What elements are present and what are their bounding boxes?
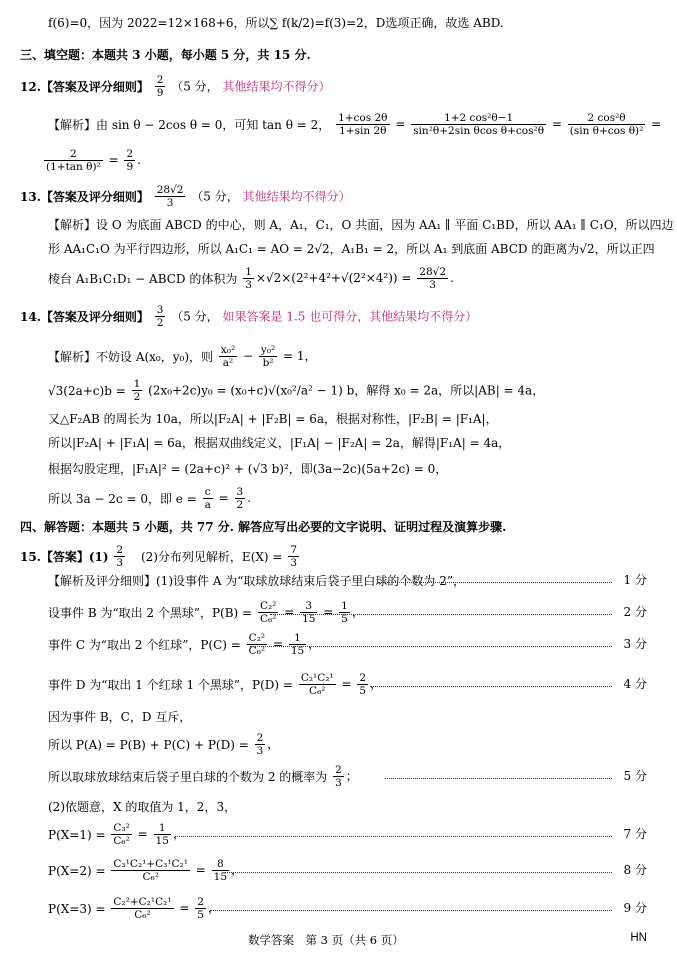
- fraction: $\frac{2}{3}$: [335, 764, 342, 789]
- text-line: 所以取球放球结束后袋子里白球的个数为 2 的概率为 $\frac{2}{3}$ ； 5 分: [48, 764, 647, 789]
- fraction: $\frac{3}{2}$: [156, 304, 164, 329]
- leader-dots: [370, 686, 612, 687]
- solution-text: 【解析】由 sin θ − 2cos θ = 0，可知 tan θ = 2，: [48, 117, 331, 132]
- solution-text: 所以取球放球结束后袋子里白球的个数为 2 的概率为: [48, 769, 328, 784]
- fraction: $\frac{2}{5}$: [197, 896, 204, 921]
- score-points: 5 分: [623, 769, 647, 783]
- fraction: $\frac{2}{3}$: [116, 544, 124, 569]
- fraction: $\frac{c}{a}$: [204, 486, 211, 511]
- section-heading: [0, 42, 677, 66]
- text-line: 棱台 A₁B₁C₁D₁ − ABCD 的体积为 $\frac{1}{3}$ ×√2×(2²+4²+√(2²×4²)) = $\frac{28√2}{3}$ .: [48, 266, 454, 291]
- leader-dots: [225, 872, 612, 873]
- text-line: [0, 212, 677, 236]
- solution-text: 设事件 B 为“取出 2 个黑球”，P(B) =: [48, 605, 253, 620]
- solution-text: 棱台 A₁B₁C₁D₁ − ABCD 的体积为: [48, 271, 238, 286]
- fraction: $\frac{2}{5}$: [359, 672, 367, 697]
- leader-dots: [270, 614, 612, 615]
- fraction: $\frac{\text{C₂²}}{\text{C₆²}}$: [259, 600, 277, 625]
- answer-text: (2)分布列见解析，E(X) =: [140, 549, 283, 564]
- q12-solution: 【解析】由 sin θ − 2cos θ = 0，可知 tan θ = 2， $\frac{1+\cos 2\theta}{1+\sin 2\theta}$ = $\frac{\text{1+2 cos²θ−1}}{\text{sin²θ+2sin θcos θ+cos²θ}}$ = $\frac{\text{2 cos²θ}}{\text{(sin θ+cos θ)²}}$ =: [48, 112, 662, 137]
- region-code: HN: [630, 932, 647, 944]
- score-points: 4 分: [623, 677, 647, 691]
- solution-text: 所以 P(A) = P(B) + P(C) + P(D) =: [48, 737, 249, 752]
- solution-text: 又△F₂AB 的周长为 10a，所以|F₂A| + |F₂B| = 6a，根据对称性，|F₂B| = |F₁A|，: [48, 411, 498, 426]
- answer-label: 15.【答案】(1): [20, 549, 109, 564]
- answer-label: 12.【答案及评分细则】: [20, 79, 149, 94]
- text-line: [0, 406, 677, 430]
- fraction: $\frac{28√2}{3}$: [419, 266, 447, 291]
- solution-text: √3(2a+c)b =: [48, 383, 126, 398]
- fraction: $\frac{1}{5}$: [341, 600, 348, 625]
- grading-note: 其他结果均不得分）: [222, 79, 331, 94]
- grading-note: 如果答案是 1.5 也可得分，其他结果均不得分）: [222, 309, 478, 324]
- solution-text: (2x₀+2c)y₀ = (x₀+c)√(x₀²/a² − 1) b，解得 x₀ = 2a，所以|AB| = 4a，: [148, 383, 545, 398]
- grading-note: 其他结果均不得分）: [242, 189, 351, 204]
- section-title: 三、填空题：本题共 3 小题，每小题 5 分，共 15 分.: [20, 47, 311, 62]
- fraction: $\frac{3}{2}$: [236, 486, 244, 511]
- page-footer: [0, 932, 677, 952]
- text-line: [0, 236, 677, 260]
- answer-label: 14.【答案及评分细则】: [20, 309, 149, 324]
- score-points: 8 分: [623, 863, 647, 877]
- section-title: 四、解答题：本题共 5 小题，共 77 分. 解答应写出必要的文字说明、证明过程及演算步骤.: [20, 519, 507, 534]
- q15-answer: [0, 544, 677, 568]
- fraction: $\frac{2}{3}$: [256, 732, 264, 757]
- leader-dots: [210, 910, 612, 911]
- text-line: [0, 430, 677, 454]
- solution-text: 事件 D 为“取出 1 个红球 1 个黑球”，P(D) =: [48, 677, 293, 692]
- score-text: （5 分，: [171, 309, 219, 324]
- text-line: 所以 3a − 2c = 0，即 e = $\frac{c}{a}$ = $\frac{3}{2}$ .: [48, 486, 252, 511]
- leader-dots: [250, 646, 612, 647]
- solution-text: 事件 C 为“取出 2 个红球”，P(C) =: [48, 637, 241, 652]
- solution-text: 【解析及评分细则】(1)设事件 A 为“取球放球结束后袋子里白球的个数为 2”，: [48, 573, 466, 588]
- solution-text: 因为事件 B，C，D 互斥，: [48, 709, 192, 724]
- q12-answer: [0, 74, 677, 98]
- solution-text: 【解析】不妨设 A(x₀，y₀)，则: [48, 349, 214, 364]
- solution-text: 【解析】设 O 为底面 ABCD 的中心，则 A，A₁，C₁，O 共面，因为 AA₁ ∥ 平面 C₁BD，所以 AA₁ ∥ C₁O，所以四边: [48, 217, 674, 232]
- solution-text: 所以 3a − 2c = 0，即 e =: [48, 491, 197, 506]
- fraction: $\frac{2}{9}$: [156, 74, 164, 99]
- fraction: $\frac{1}{15}$: [155, 822, 169, 847]
- score-points: 9 分: [623, 901, 647, 915]
- q12-solution-cont: $\frac{2}{\text{(1+tan θ)²}}$ = $\frac{2}{9}$ .: [46, 148, 141, 173]
- leader-dots: [385, 778, 612, 779]
- solution-text: 形 AA₁C₁O 为平行四边形，所以 A₁C₁ = AO = 2√2，A₁B₁ = 2，所以 A₁ 到底面 ABCD 的距离为√2，所以正四: [48, 241, 655, 256]
- solution-text: P(X=1) =: [48, 827, 106, 842]
- text-line: [0, 10, 677, 34]
- page-number: 数学答案 第 3 页（共 6 页）: [248, 933, 404, 947]
- text-line: [0, 794, 677, 818]
- text-line: 事件 D 为“取出 1 个红球 1 个黑球”，P(D) = $\frac{\text{C₂¹C₂¹}}{\text{C₆²}}$ = $\frac{2}{5}$ ， 4 分: [48, 672, 647, 697]
- text-line: 所以 P(A) = P(B) + P(C) + P(D) = $\frac{2}{3}$ ，: [48, 732, 280, 757]
- text-line: 设事件 B 为“取出 2 个黑球”，P(B) = $\frac{\text{C₂²}}{\text{C₆²}}$ = $\frac{3}{15}$ = $\frac{1}{5}$ ， 2 分: [48, 600, 647, 625]
- fraction: $\frac{1}{15}$: [290, 632, 305, 657]
- text-line: P(X=3) = $\frac{\text{C₂²+C₂¹C₂¹}}{\text{C₆²}}$ = $\frac{2}{5}$ ， 9 分: [48, 896, 647, 921]
- fraction: $\frac{\text{1+2 cos²θ−1}}{\text{sin²θ+2sin θcos θ+cos²θ}}$: [413, 112, 545, 137]
- solution-text: (2)依题意，X 的取值为 1，2，3，: [48, 799, 237, 814]
- text-line: [0, 378, 677, 402]
- leader-dots: [378, 582, 612, 583]
- fraction: $\frac{\text{C₃¹C₂¹+C₃¹C₂¹}}{\text{C₆²}}$: [113, 858, 188, 883]
- fraction: $\frac{8}{15}$: [213, 858, 228, 883]
- solution-text: 所以|F₂A| + |F₁A| = 6a，根据双曲线定义，|F₁A| − |F₂A| = 2a，解得|F₁A| = 4a，: [48, 435, 511, 450]
- solution-text: 根据勾股定理，|F₁A|² = (2a+c)² + (√3 b)²，即(3a−2c)(5a+2c) = 0，: [48, 461, 448, 476]
- score-text: （5 分，: [171, 79, 219, 94]
- score-points: 3 分: [623, 637, 647, 651]
- score-points: 7 分: [623, 827, 647, 841]
- solution-text: P(X=2) =: [48, 863, 106, 878]
- solution-text: P(X=3) =: [48, 901, 106, 916]
- formula-text: f(6)=0，因为 2022=12×168+6，所以∑ f(k/2)=f(3)=2，D选项正确，故选 ABD.: [48, 15, 504, 30]
- fraction: $\frac{\text{2 cos²θ}}{\text{(sin θ+cos θ)²}}$: [569, 112, 644, 137]
- fraction: $\frac{1+\cos 2\theta}{1+\sin 2\theta}$: [338, 112, 388, 137]
- fraction: $\frac{2}{9}$: [126, 148, 134, 173]
- fraction: $\frac{\text{C₃²}}{\text{C₆²}}$: [113, 822, 130, 847]
- fraction: $\frac{28√2}{3}$: [156, 184, 184, 209]
- fraction: $\frac{\text{C₂¹C₂¹}}{\text{C₆²}}$: [300, 672, 334, 697]
- fraction: $\frac{7}{3}$: [290, 544, 297, 569]
- text-line: [0, 704, 677, 728]
- leader-dots: [175, 836, 612, 837]
- text-line: P(X=2) = $\frac{\text{C₃¹C₂¹+C₃¹C₂¹}}{\text{C₆²}}$ = $\frac{8}{15}$ ， 8 分: [48, 858, 647, 883]
- q14-answer: [0, 304, 677, 328]
- text-line: 事件 C 为“取出 2 个红球”，P(C) = $\frac{\text{C₂²}}{\text{C₆²}}$ = $\frac{1}{15}$ ， 3 分: [48, 632, 647, 657]
- section-heading: [0, 514, 677, 538]
- fraction: $\frac{\text{x₀²}}{\text{a²}}$: [220, 344, 236, 369]
- fraction: $\frac{3}{15}$: [302, 600, 316, 625]
- q13-answer: [0, 184, 677, 208]
- fraction: $\frac{1}{2}$: [133, 378, 141, 403]
- fraction: $\frac{\text{C₂²+C₂¹C₂¹}}{\text{C₆²}}$: [113, 896, 172, 921]
- fraction: $\frac{1}{3}$: [245, 266, 252, 291]
- text-line: 【解析】不妨设 A(x₀，y₀)，则 $\frac{\text{x₀²}}{\text{a²}}$ − $\frac{\text{y₀²}}{\text{b²}}$ = 1，: [48, 344, 317, 369]
- fraction: $\frac{\text{y₀²}}{\text{b²}}$: [260, 344, 276, 369]
- text-line: P(X=1) = $\frac{\text{C₃²}}{\text{C₆²}}$ = $\frac{1}{15}$ ， 7 分: [48, 822, 647, 847]
- text-line: [0, 568, 677, 592]
- text-line: [0, 456, 677, 480]
- score-points: 1 分: [623, 573, 647, 587]
- score-text: （5 分，: [191, 189, 239, 204]
- fraction: $\frac{2}{\text{(1+tan θ)²}}$: [46, 148, 101, 173]
- fraction: $\frac{\text{C₂²}}{\text{C₆²}}$: [248, 632, 266, 657]
- score-points: 2 分: [623, 605, 647, 619]
- answer-label: 13.【答案及评分细则】: [20, 189, 149, 204]
